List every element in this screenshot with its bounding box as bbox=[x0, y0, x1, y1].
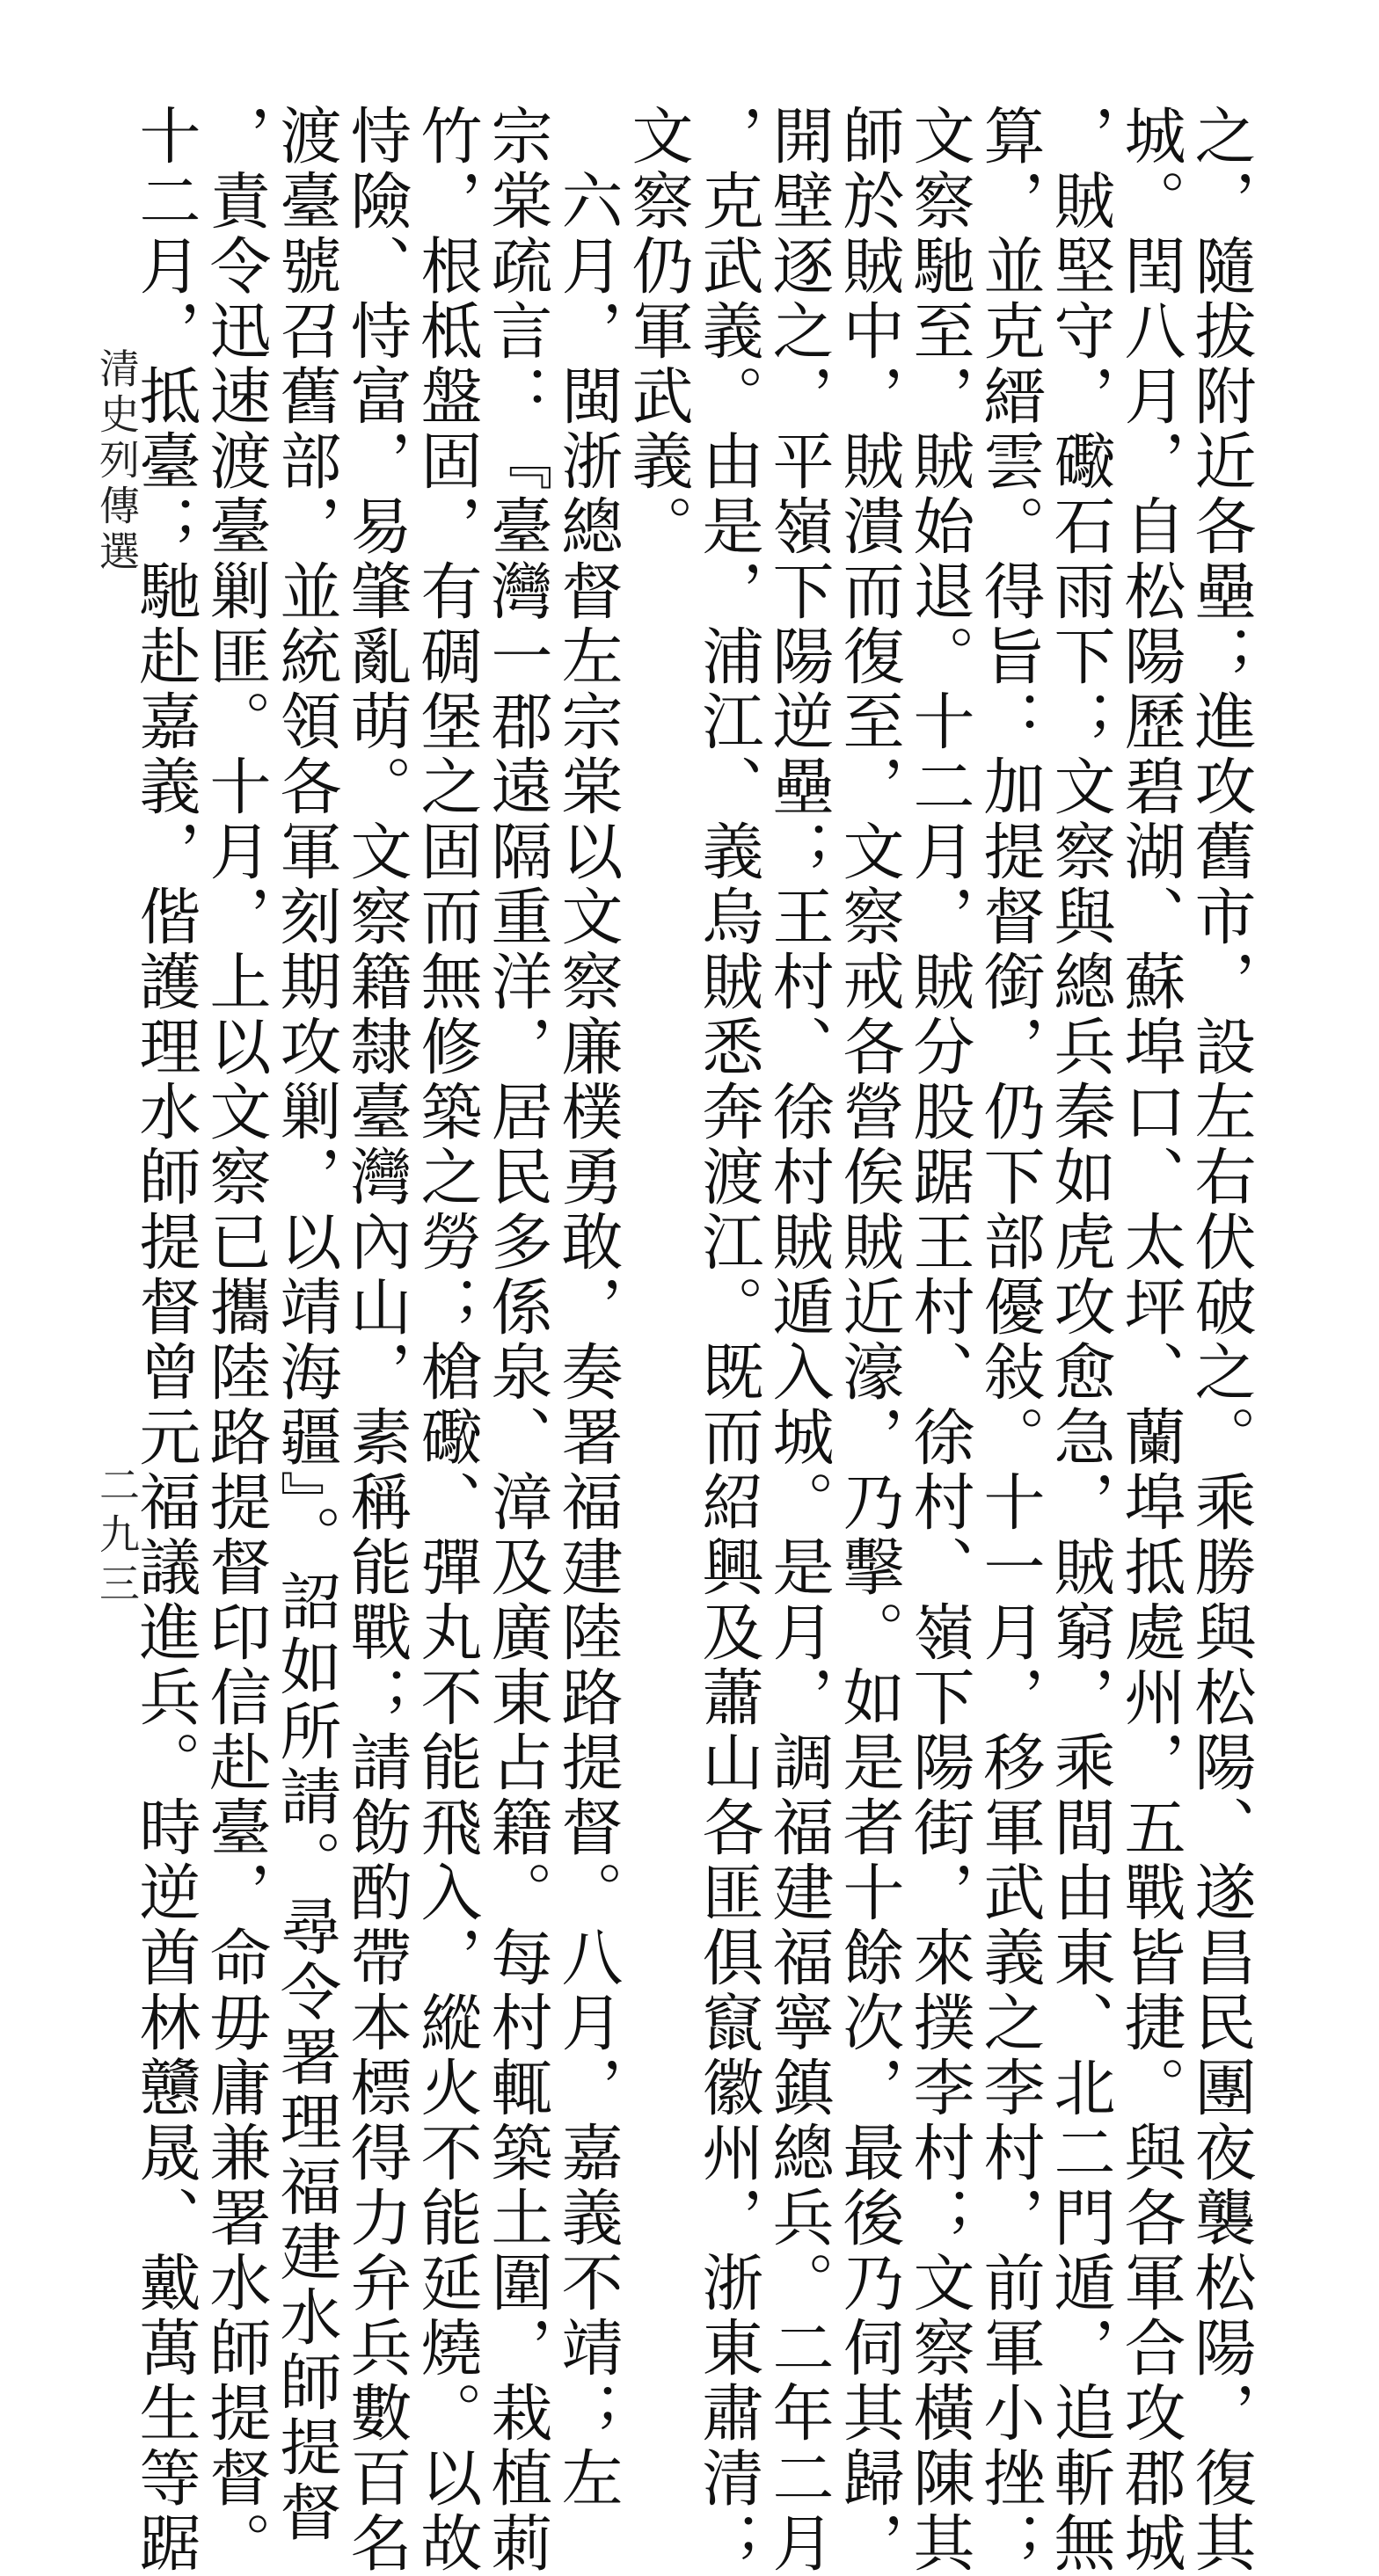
text-column: 算，並克縉雲。得旨：加提督銜，仍下部優敍。十一月，移軍武義之李村，前軍小挫； bbox=[974, 104, 1046, 2576]
text-column: 恃險、恃富，易肇亂萌。文察籍隸臺灣內山，素稱能戰；請飭酌帶本標得力弁兵數百名 bbox=[340, 104, 412, 2576]
text-column: ，克武義。由是，浦江、義烏賊悉奔渡江。既而紹興及蕭山各匪俱竄徽州，浙東肅清； bbox=[692, 104, 764, 2576]
text-column: 師於賊中，賊潰而復至，文察戒各營俟賊近濠，乃擊。如是者十餘次，最後乃伺其歸， bbox=[833, 104, 905, 2576]
text-column: 之，隨拔附近各壘；進攻舊市，設左右伏破之。乘勝與松陽、遂昌民團夜襲松陽，復其 bbox=[1185, 104, 1257, 2576]
text-column: 城。閏八月，自松陽歷碧湖、蘇埠口、太坪、蘭埠抵處州，五戰皆捷。與各軍合攻郡城 bbox=[1114, 104, 1186, 2576]
text-column: 十二月，抵臺；馳赴嘉義，偕護理水師提督曾元福議進兵。時逆酋林戇晟、戴萬生等踞 bbox=[129, 104, 201, 2576]
text-column: 文察馳至，賊始退。十二月，賊分股踞王村、徐村、嶺下陽街，來撲李村；文察橫陳其 bbox=[903, 104, 975, 2576]
text-column: 開壁逐之，平嶺下陽逆壘；王村、徐村賊遁入城。是月，調福建福寧鎮總兵。二年二月 bbox=[762, 104, 835, 2576]
text-column: ，賊堅守，礮石雨下；文察與總兵秦如虎攻愈急，賊窮，乘間由東、北二門遁，追斬無 bbox=[1044, 104, 1116, 2576]
text-column: 宗棠疏言：『臺灣一郡遠隔重洋，居民多係泉、漳及廣東占籍。每村輒築土圍，栽植莿 bbox=[481, 104, 553, 2576]
text-column: 六月，閩浙總督左宗棠以文察廉樸勇敢，奏署福建陸路提督。八月，嘉義不靖；左 bbox=[551, 104, 624, 2511]
running-header: 清史列傳選 bbox=[93, 347, 141, 576]
text-column: 文察仍軍武義。 bbox=[622, 104, 694, 559]
page-number: 二九三 bbox=[93, 1464, 141, 1612]
body-text bbox=[113, 104, 1257, 2576]
text-column: 竹，根柢盤固，有碉堡之固而無修築之勞；槍礮、彈丸不能飛入，縱火不能延燒。以故 bbox=[411, 104, 483, 2576]
text-column: 渡臺號召舊部，並統領各軍刻期攻剿，以靖海疆』。詔如所請。尋令署理福建水師提督 bbox=[270, 104, 342, 2545]
text-column: ，責令迅速渡臺剿匪。十月，上以文察已攜陸路提督印信赴臺，命毋庸兼署水師提督。 bbox=[200, 104, 272, 2576]
